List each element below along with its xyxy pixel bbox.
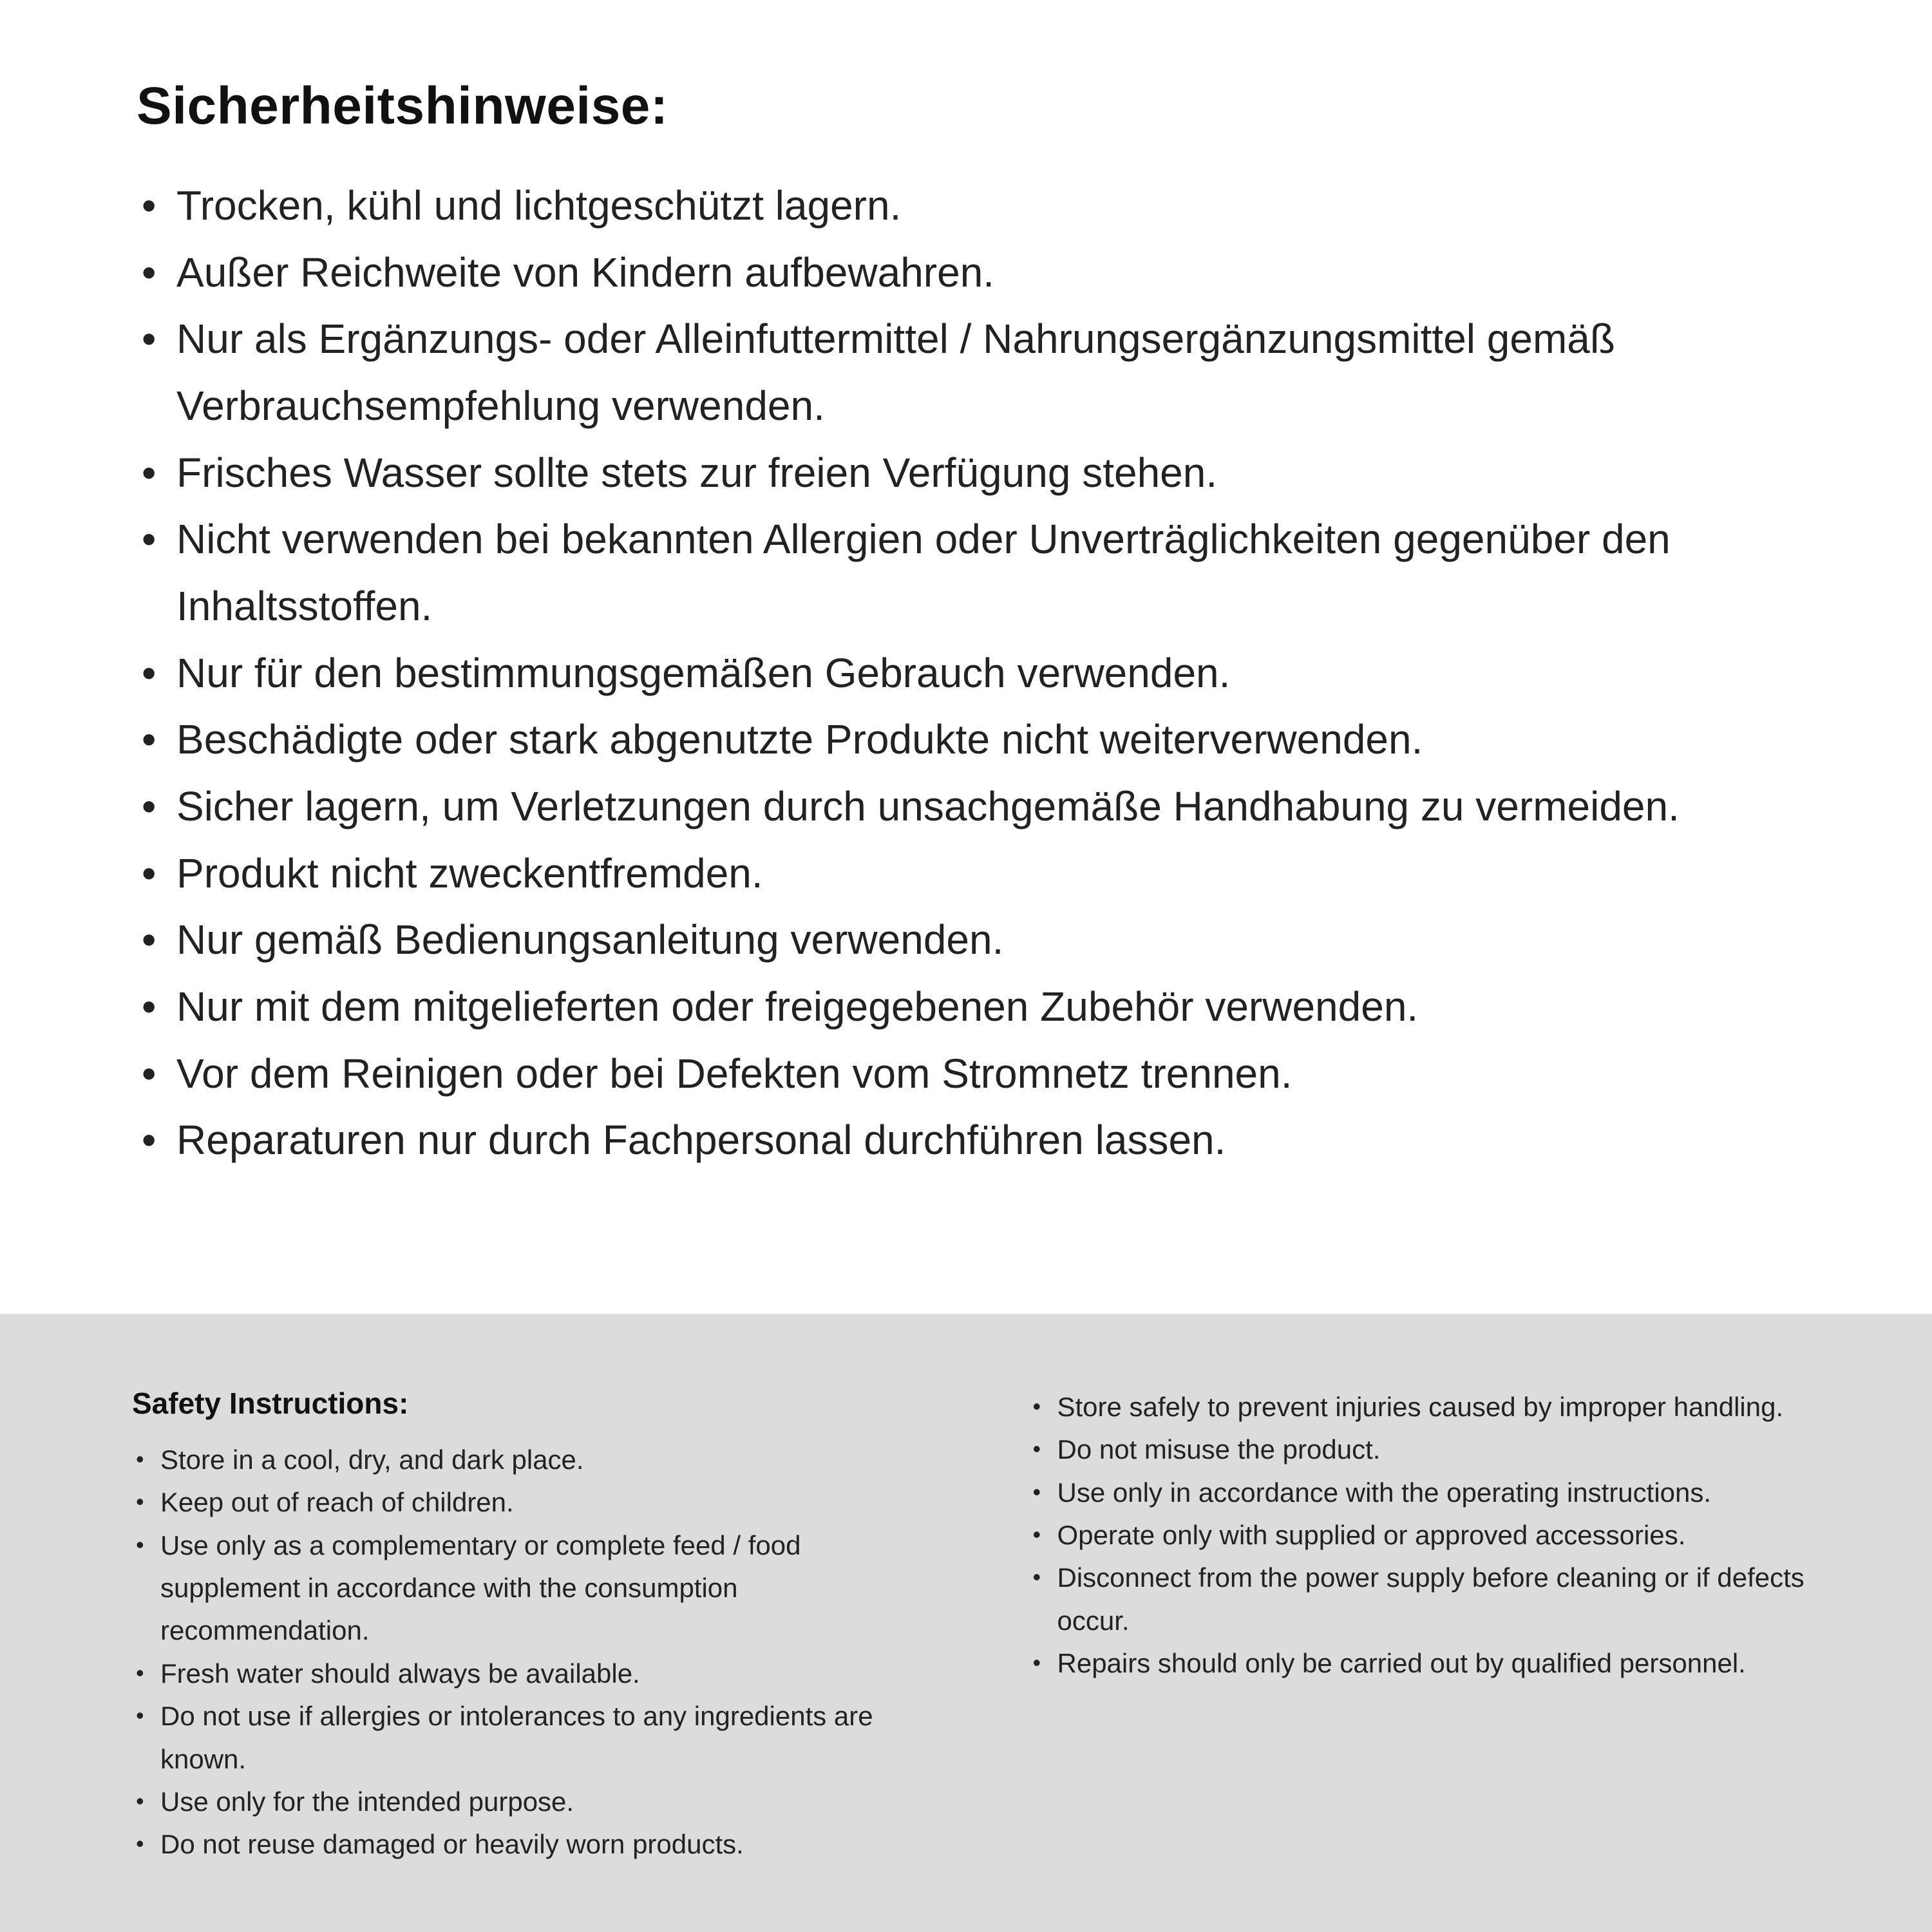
english-left-column [132,1386,939,1932]
list-item: • Vor dem Reinigen oder bei Defekten vom Stromnetz trennen. [137,1041,1798,1108]
list-item: • Keep out of reach of children. [132,1481,939,1524]
list-item: • Fresh water should always be available. [132,1653,939,1695]
list-item: • Use only in accordance with the operating instructions. [1029,1472,1836,1514]
list-item: • Reparaturen nur durch Fachpersonal durchführen lassen. [137,1107,1798,1174]
list-item: • Sicher lagern, um Verletzungen durch unsachgemäße Handhabung zu vermeiden. [137,773,1798,840]
list-item: • Use only as a complementary or complete feed / food supplement in accordance with the consumption recommendation. [132,1524,939,1653]
list-item: • Nur mit dem mitgelieferten oder freigegebenen Zubehör verwenden. [137,974,1798,1041]
german-section-title: Sicherheitshinweise: [137,77,668,135]
list-item: • Nicht verwenden bei bekannten Allergien oder Unverträglichkeiten gegenüber den Inhaltsstoffen. [137,506,1798,639]
list-item: • Store safely to prevent injuries caused by improper handling. [1029,1386,1836,1428]
list-item: • Frisches Wasser sollte stets zur freien Verfügung stehen. [137,440,1798,507]
list-item: • Außer Reichweite von Kindern aufbewahren. [137,240,1798,307]
list-item: • Operate only with supplied or approved accessories. [1029,1514,1836,1557]
list-item: • Repairs should only be carried out by qualified personnel. [1029,1642,1836,1685]
list-item: • Do not use if allergies or intolerances to any ingredients are known. [132,1695,939,1781]
list-item: • Disconnect from the power supply before cleaning or if defects occur. [1029,1557,1836,1642]
english-section-title: Safety Instructions: [132,1387,409,1420]
german-safety-list [137,173,1798,1174]
list-item: • Use only for the intended purpose. [132,1781,939,1823]
list-item: • Nur gemäß Bedienungsanleitung verwenden. [137,907,1798,974]
list-item: • Store in a cool, dry, and dark place. [132,1439,939,1481]
list-item: • Do not misuse the product. [1029,1428,1836,1471]
list-item: • Beschädigte oder stark abgenutzte Produkte nicht weiterverwenden. [137,706,1798,773]
list-item: • Produkt nicht zweckentfremden. [137,840,1798,907]
list-item: • Nur für den bestimmungsgemäßen Gebrauch verwenden. [137,640,1798,707]
list-item: • Nur als Ergänzungs- oder Alleinfuttermittel / Nahrungsergänzungsmittel gemäß Verbrauchsempfehlung verwenden. [137,306,1798,439]
english-right-column [1029,1386,1836,1932]
english-safety-list-right [1029,1386,1836,1685]
english-safety-section [0,1314,1932,1932]
list-item: • Do not reuse damaged or heavily worn products. [132,1823,939,1866]
english-safety-list-left [132,1439,939,1866]
list-item: • Trocken, kühl und lichtgeschützt lagern. [137,173,1798,240]
